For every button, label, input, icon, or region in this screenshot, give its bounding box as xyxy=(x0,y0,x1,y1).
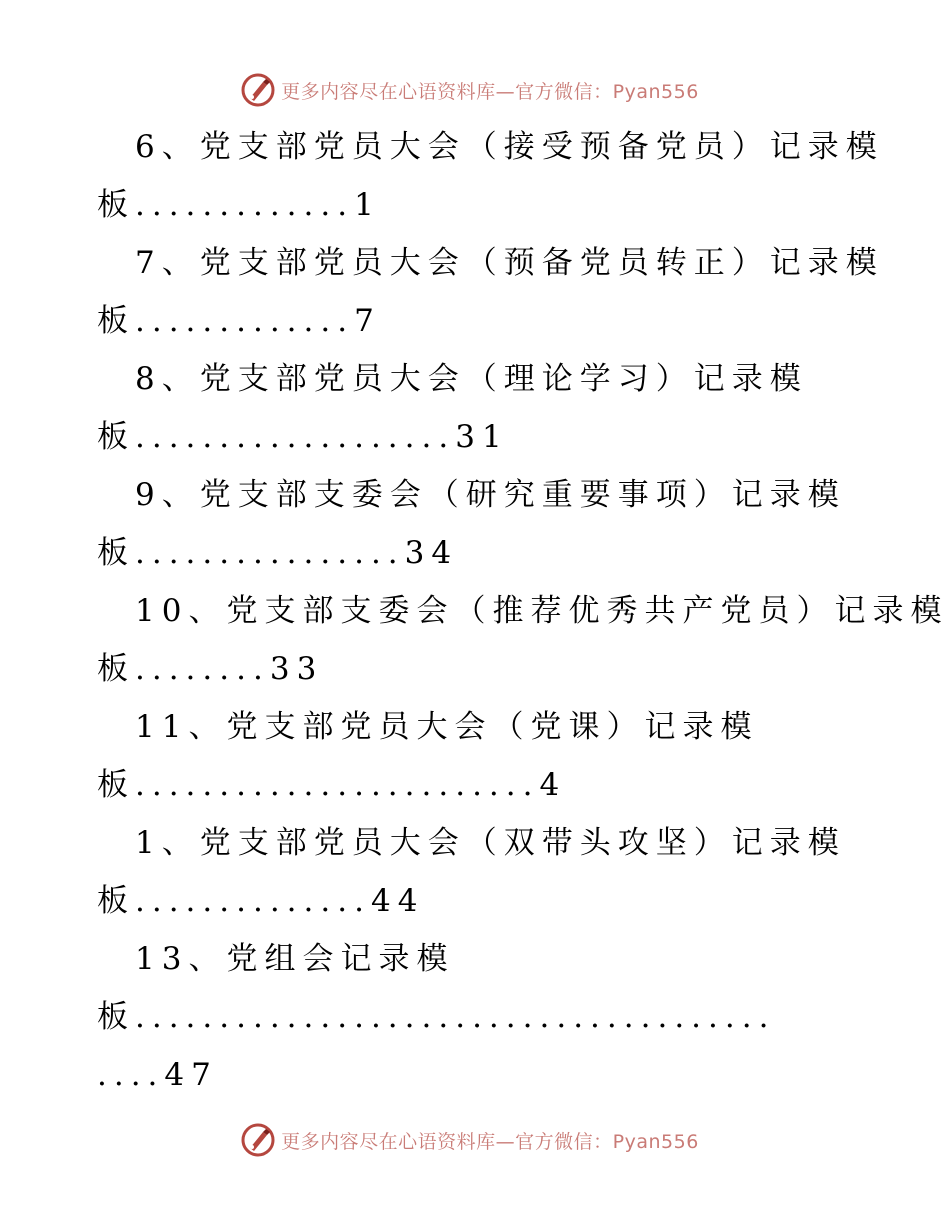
toc-page-number: 7 xyxy=(354,303,381,339)
toc-item-title: 7、党支部党员大会（预备党员转正）记录模 xyxy=(135,245,884,281)
toc-leader-dots: ............. xyxy=(135,187,355,223)
watermark-footer xyxy=(0,1120,950,1160)
toc-item-title: 1、党支部党员大会（双带头攻坚）记录模 xyxy=(135,825,846,861)
toc-page-number: 47 xyxy=(164,1057,218,1093)
toc-page-number: 4 xyxy=(539,767,567,803)
toc-page-number: 33 xyxy=(269,651,324,687)
toc-leader-dots: ................... xyxy=(135,419,456,455)
toc-leader-dots: ............. xyxy=(135,303,355,339)
toc-item-title: 13、党组会记录模 xyxy=(135,941,455,977)
toc-item-title: 10、党支部支委会（推荐优秀共产党员）记录模 xyxy=(135,593,949,629)
toc-item-title: 11、党支部党员大会（党课）记录模 xyxy=(135,709,759,745)
toc-leader-dots: ................ xyxy=(135,535,405,571)
watermark-text: 更多内容尽在心语资料库—官方微信：Pyan556 xyxy=(281,80,699,103)
watermark-text: 更多内容尽在心语资料库—官方微信：Pyan556 xyxy=(281,1130,699,1153)
toc-page-number: 34 xyxy=(404,535,459,571)
toc-page-number: 31 xyxy=(455,419,509,455)
toc-page-number: 44 xyxy=(370,883,425,919)
watermark-header xyxy=(0,70,950,110)
toc-item-title-end: 板 xyxy=(97,651,135,687)
table-of-contents xyxy=(0,118,950,1104)
toc-leader-dots: ........................ xyxy=(135,767,540,803)
toc-item-continuation xyxy=(0,524,950,582)
pen-logo-icon xyxy=(241,1123,275,1157)
toc-leader-dots: ...................................... xyxy=(135,999,776,1035)
toc-item-title: 8、党支部党员大会（理论学习）记录模 xyxy=(135,361,808,397)
pen-logo-icon xyxy=(241,73,275,107)
toc-item-title-end: 板 xyxy=(97,303,135,339)
toc-item-continuation xyxy=(0,640,950,698)
toc-item-title-end: 板 xyxy=(97,767,135,803)
toc-item-title-end: 板 xyxy=(97,999,135,1035)
toc-item-continuation xyxy=(0,176,950,234)
toc-item-continuation xyxy=(0,408,950,466)
toc-item-continuation xyxy=(0,872,950,930)
toc-leader-dots: .... xyxy=(97,1057,165,1093)
toc-leader-dots: ........ xyxy=(135,651,270,687)
toc-item-title-end: 板 xyxy=(97,535,135,571)
toc-item-title-end: 板 xyxy=(97,187,135,223)
toc-item-continuation xyxy=(0,1046,950,1104)
toc-item-continuation xyxy=(0,988,950,1046)
toc-item-title: 9、党支部支委会（研究重要事项）记录模 xyxy=(135,477,846,513)
toc-item-title-end: 板 xyxy=(97,419,135,455)
toc-item-title: 6、党支部党员大会（接受预备党员）记录模 xyxy=(135,129,884,165)
toc-item-continuation xyxy=(0,292,950,350)
toc-page-number: 1 xyxy=(354,187,381,223)
toc-leader-dots: .............. xyxy=(135,883,371,919)
toc-item-continuation xyxy=(0,756,950,814)
toc-item-title-end: 板 xyxy=(97,883,135,919)
